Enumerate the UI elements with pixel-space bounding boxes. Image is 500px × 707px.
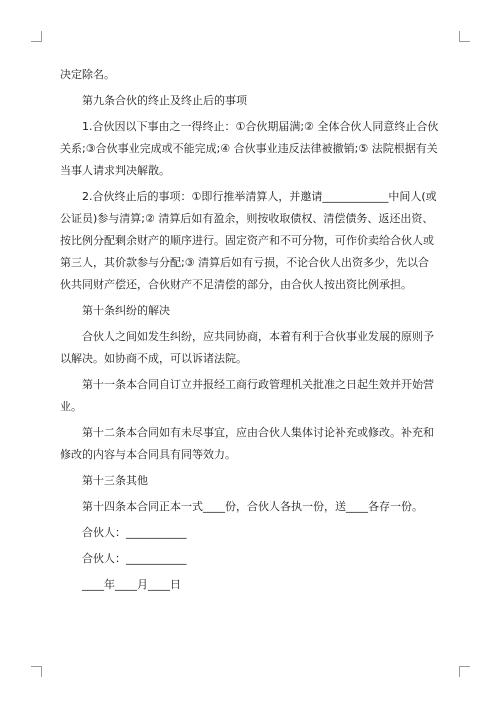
paragraph-article-14: 第十四条本合同正本一式____份，合伙人各执一份，送____各存一份。	[82, 500, 423, 513]
crop-mark-bottom-right	[459, 666, 470, 677]
heading-article-13: 第十三条其他	[82, 474, 148, 487]
heading-article-10: 第十条纠纷的解决	[82, 304, 170, 317]
paragraph-dispute-resolution: 合伙人之间如发生纠纷，应共同协商，本着有利于合伙事业发展的原则予以解决。如协商不成，可以诉诸法院。	[60, 330, 434, 365]
signature-partner-2: 合伙人：___________	[82, 552, 187, 565]
paragraph-article-12: 第十二条本合同如有未尽事宜，应由合伙人集体讨论补充或修改。补充和修改的内容与本合同具有同等效力。	[60, 426, 434, 461]
crop-mark-top-left	[31, 31, 42, 42]
signature-date: ____年____月____日	[82, 578, 181, 591]
paragraph-post-termination: 2.合伙终止后的事项：①即行推举清算人，并邀请____________中间人(或公证员)参与清算;② 清算后如有盈余，则按收取债权、清偿债务、返还出资、按比例分配剩余财产的顺序进行。固定资产和不可分物，可作价卖给合伙人或第三人，其价款参与分配;③ 清算后如有亏损，不论合伙人出资多少，先以合伙共同财产偿还，合伙财产不足清偿的部分，由合伙人按出资比例承担。	[60, 190, 437, 291]
crop-mark-bottom-left	[31, 666, 42, 677]
document-body	[60, 64, 440, 596]
paragraph-termination-reasons: 1.合伙因以下事由之一得终止：①合伙期届满;② 全体合伙人同意终止合伙关系;③合伙事业完成或不能完成;④ 合伙事业违反法律被撤销;⑤ 法院根据有关当事人请求判决解散。	[60, 120, 439, 177]
paragraph-expulsion-end: 决定除名。	[60, 68, 115, 81]
heading-article-9: 第九条合伙的终止及终止后的事项	[82, 94, 247, 107]
signature-partner-1: 合伙人：___________	[82, 526, 187, 539]
crop-mark-top-right	[459, 31, 470, 42]
paragraph-article-11: 第十一条本合同自订立并报经工商行政管理机关批准之日起生效并开始营业。	[60, 378, 434, 413]
